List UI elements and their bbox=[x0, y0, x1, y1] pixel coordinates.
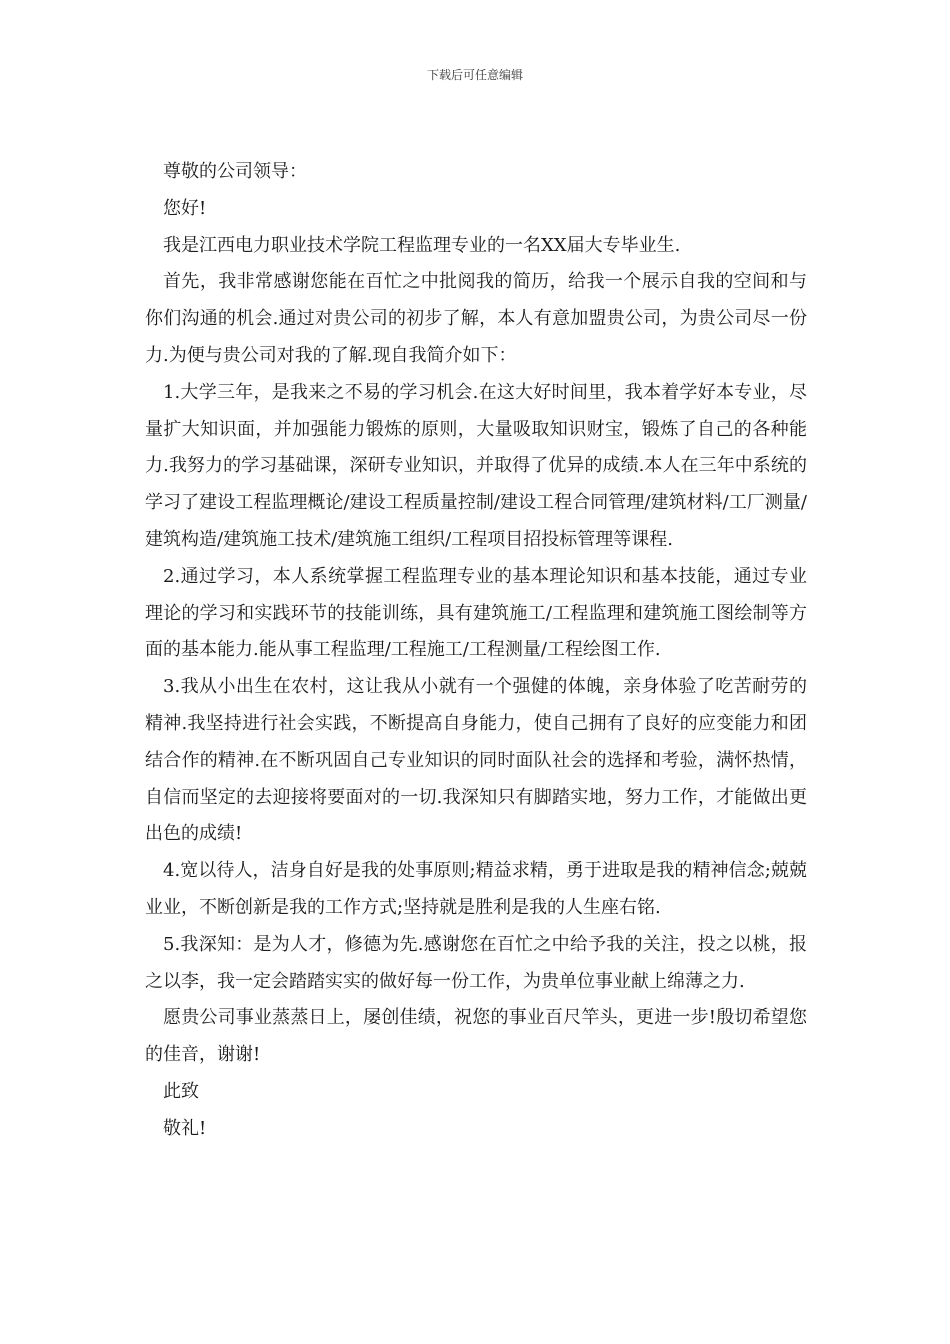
point-paragraph-5: 5.我深知：是为人才，修德为先.感谢您在百忙之中给予我的关注，投之以桃，报之以李，我一定会踏踏实实的做好每一份工作，为贵单位事业献上绵薄之力. bbox=[145, 933, 807, 992]
point-paragraph-2: 2.通过学习，本人系统掌握工程监理专业的基本理论知识和基本技能，通过专业理论的学习和实践环节的技能训练，具有建筑施工/工程监理和建筑施工图绘制等方面的基本能力.能从事工程监理/工程施工/工程测量/工程绘图工作. bbox=[145, 565, 807, 661]
salutation: 尊敬的公司领导： bbox=[163, 161, 307, 182]
closing-line-2: 敬礼! bbox=[163, 1117, 207, 1139]
greeting: 您好! bbox=[163, 197, 207, 219]
point-paragraph-4: 4.宽以待人，洁身自好是我的处事原则;精益求精，勇于进取是我的精神信念;兢兢业业，不断创新是我的工作方式;坚持就是胜利是我的人生座右铭. bbox=[145, 860, 807, 918]
letter-body bbox=[145, 154, 807, 1148]
intro-paragraph: 我是江西电力职业技术学院工程监理专业的一名XX届大专毕业生. bbox=[163, 234, 681, 256]
point-paragraph-3: 3.我从小出生在农村，这让我从小就有一个强健的体魄，亲身体验了吃苦耐劳的精神.我坚持进行社会实践，不断提高自身能力，使自己拥有了良好的应变能力和团结合作的精神.在不断巩固自己专业知识的同时面队社会的选择和考验，满怀热情，自信而坚定的去迎接将要面对的一切.我深知只有脚踏实地，努力工作，才能做出更出色的成绩! bbox=[145, 676, 807, 845]
point-paragraph-1: 1.大学三年，是我来之不易的学习机会.在这大好时间里，我本着学好本专业，尽量扩大知识面，并加强能力锻炼的原则，大量吸取知识财宝，锻炼了自己的各种能力.我努力的学习基础课，深研专业知识，并取得了优异的成绩.本人在三年中系统的学习了建设工程监理概论/建设工程质量控制/建设工程合同管理/建筑材料/工厂测量/建筑构造/建筑施工技术/建筑施工组织/工程项目招投标管理等课程. bbox=[145, 381, 807, 550]
header-note: 下载后可任意编辑 bbox=[426, 68, 523, 82]
opening-paragraph: 首先，我非常感谢您能在百忙之中批阅我的简历，给我一个展示自我的空间和与你们沟通的机会.通过对贵公司的初步了解，本人有意加盟贵公司，为贵公司尽一份力.为便与贵公司对我的了解.现自我简介如下： bbox=[145, 271, 807, 366]
wish-paragraph: 愿贵公司事业蒸蒸日上，屡创佳绩，祝您的事业百尺竿头，更进一步!殷切希望您的佳音，谢谢! bbox=[145, 1007, 807, 1066]
closing-line-1: 此致 bbox=[163, 1080, 199, 1102]
